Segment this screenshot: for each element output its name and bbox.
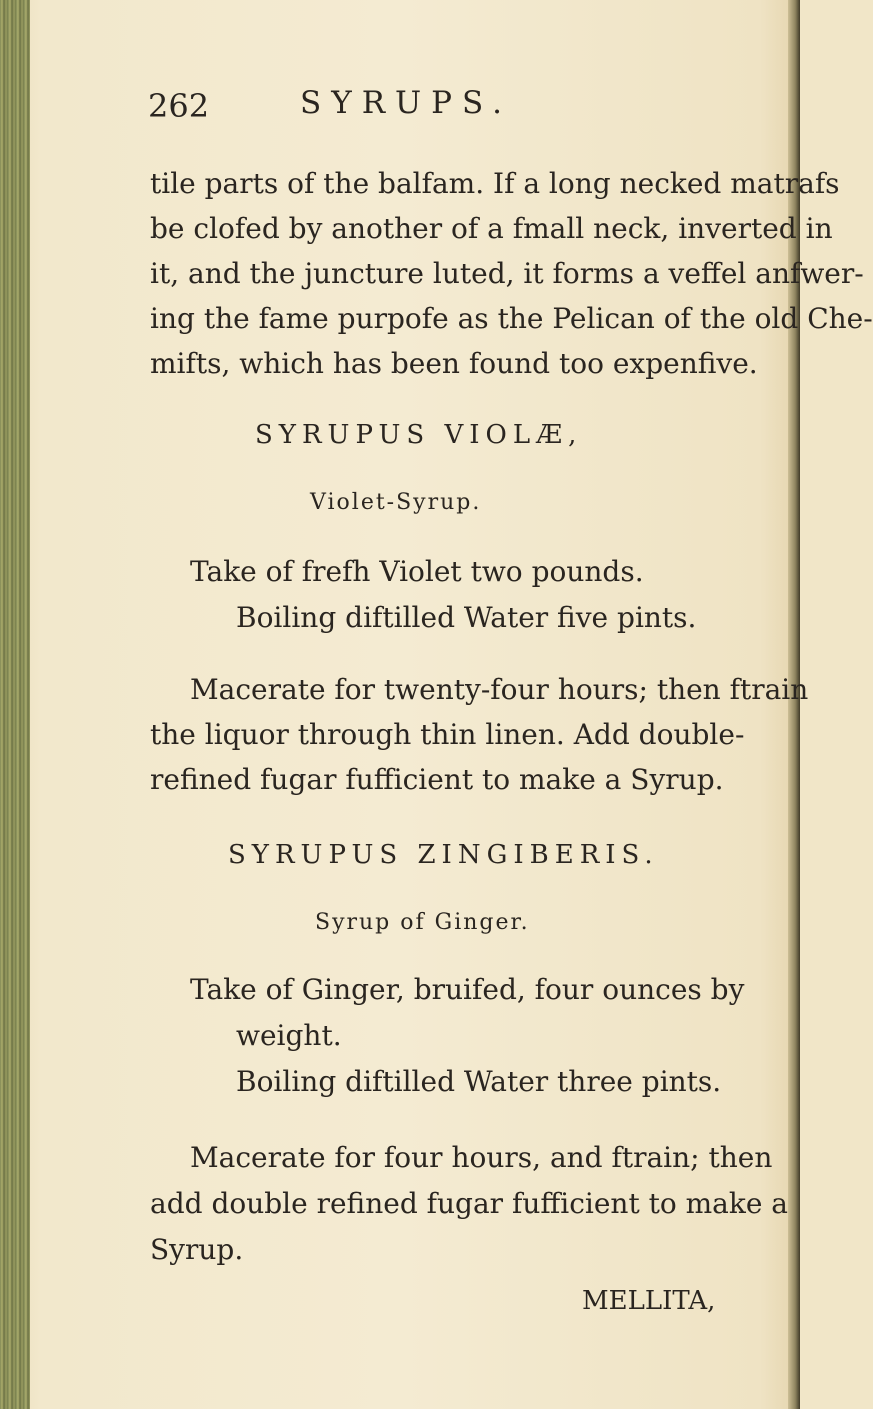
- ingredient-line: Take of frefh Violet two pounds.: [190, 555, 644, 588]
- book-binding-edge: [0, 0, 30, 1409]
- section-english-title: Syrup of Ginger.: [315, 910, 530, 935]
- intro-line: ing the fame purpofe as the Pelican of the old Che-: [150, 302, 873, 335]
- ingredient-line: Boiling diftilled Water five pints.: [236, 601, 697, 634]
- ingredient-line: weight.: [236, 1019, 342, 1052]
- direction-line: Macerate for four hours, and ftrain; then: [190, 1141, 773, 1174]
- running-title: SYRUPS.: [300, 85, 513, 121]
- intro-line: it, and the juncture luted, it forms a veffel anfwer-: [150, 257, 864, 290]
- direction-line: Macerate for twenty-four hours; then ftrain: [190, 673, 809, 706]
- direction-line: refined fugar fufficient to make a Syrup.: [150, 763, 724, 796]
- section-english-title: Violet-Syrup.: [310, 490, 482, 515]
- intro-line: mifts, which has been found too expenfive.: [150, 347, 758, 380]
- catchword: MELLITA,: [582, 1286, 716, 1316]
- direction-line: add double refined fugar fufficient to make a: [150, 1187, 788, 1220]
- intro-line: tile parts of the balfam. If a long necked matrafs: [150, 167, 840, 200]
- ingredient-line: Take of Ginger, bruifed, four ounces by: [190, 973, 745, 1006]
- page-number: 262: [148, 87, 210, 125]
- section-latin-title: SYRUPUS ZINGIBERIS.: [228, 840, 659, 870]
- direction-line: the liquor through thin linen. Add double-: [150, 718, 745, 751]
- intro-line: be clofed by another of a fmall neck, inverted in: [150, 212, 833, 245]
- direction-line: Syrup.: [150, 1233, 244, 1266]
- section-latin-title: SYRUPUS VIOLÆ,: [255, 420, 583, 450]
- ingredient-line: Boiling diftilled Water three pints.: [236, 1065, 722, 1098]
